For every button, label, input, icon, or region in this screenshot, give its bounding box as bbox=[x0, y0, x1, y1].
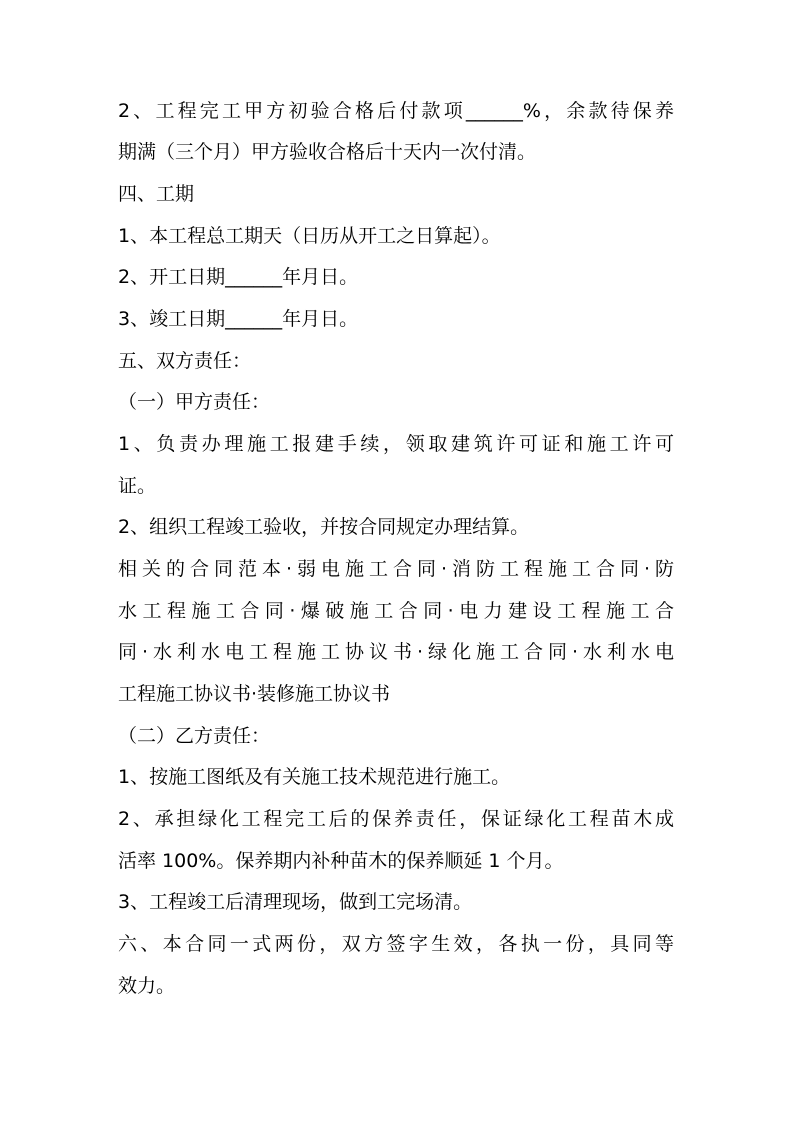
text-line: 证。 bbox=[118, 475, 157, 497]
section-heading: 四、工期 bbox=[118, 183, 195, 205]
text-line: 3、竣工日期______年月日。 bbox=[118, 308, 359, 330]
text-line: 活率 100%。保养期内补种苗木的保养顺延 1 个月。 bbox=[118, 850, 564, 872]
section-heading: 五、双方责任： bbox=[118, 350, 252, 372]
related-contracts-line: 相关的合同范本·弱电施工合同·消防工程施工合同·防 bbox=[118, 558, 674, 580]
subsection-heading: （一）甲方责任： bbox=[118, 391, 271, 413]
text-line: 2、承担绿化工程完工后的保养责任，保证绿化工程苗木成 bbox=[118, 808, 674, 830]
text-line: 六、本合同一式两份，双方签字生效，各执一份，具同等 bbox=[118, 933, 674, 955]
related-contracts-line: 水工程施工合同·爆破施工合同·电力建设工程施工合 bbox=[118, 600, 674, 622]
text-line: 1、按施工图纸及有关施工技术规范进行施工。 bbox=[118, 766, 511, 788]
related-contracts-line: 同·水利水电工程施工协议书·绿化施工合同·水利水电 bbox=[118, 641, 674, 663]
text-line: 效力。 bbox=[118, 975, 176, 997]
text-line: 2、开工日期______年月日。 bbox=[118, 266, 359, 288]
text-line: 期满（三个月）甲方验收合格后十天内一次付清。 bbox=[118, 141, 537, 163]
text-line: 1、本工程总工期天（日历从开工之日算起）。 bbox=[118, 225, 501, 247]
related-contracts-line: 工程施工协议书·装修施工协议书 bbox=[118, 683, 391, 705]
text-line: 2、组织工程竣工验收，并按合同规定办理结算。 bbox=[118, 516, 530, 538]
text-line: 2、工程完工甲方初验合格后付款项______%，余款待保养 bbox=[118, 100, 674, 122]
subsection-heading: （二）乙方责任： bbox=[118, 725, 271, 747]
text-line: 1、负责办理施工报建手续，领取建筑许可证和施工许可 bbox=[118, 433, 674, 455]
text-line: 3、工程竣工后清理现场，做到工完场清。 bbox=[118, 891, 473, 913]
